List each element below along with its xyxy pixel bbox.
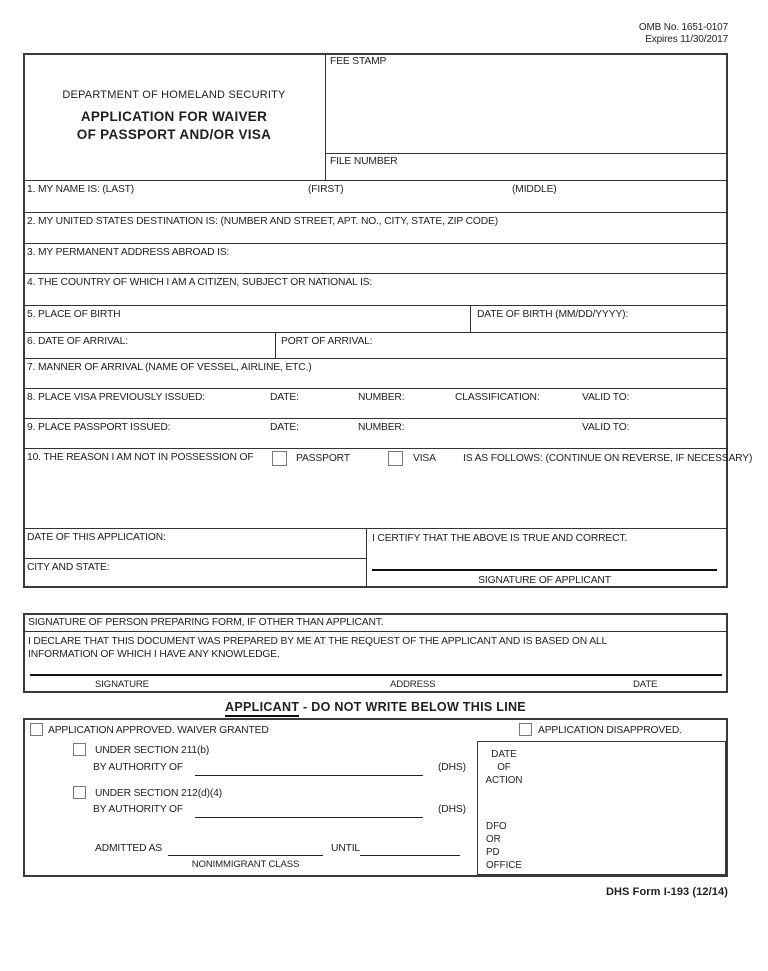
row-line bbox=[23, 273, 728, 274]
row-line bbox=[23, 243, 728, 244]
row6-divider-line bbox=[275, 332, 276, 358]
header-divider-line bbox=[325, 53, 326, 180]
port-of-arrival-label: PORT OF ARRIVAL: bbox=[281, 336, 373, 347]
manner-of-arrival-input-area[interactable] bbox=[25, 374, 726, 387]
date-of-action-line1: DATE bbox=[491, 749, 517, 760]
country-input-area[interactable] bbox=[25, 289, 726, 304]
dhs-suffix-1: (DHS) bbox=[438, 762, 466, 773]
heading-rest: - DO NOT WRITE BELOW THIS LINE bbox=[299, 700, 526, 714]
nonimmigrant-class-label: NONIMMIGRANT CLASS bbox=[191, 859, 300, 870]
destination-input-area[interactable] bbox=[25, 228, 726, 242]
passport-checkbox-label: PASSPORT bbox=[296, 453, 350, 464]
applicant-signature-line[interactable] bbox=[372, 569, 717, 571]
preparer-declaration: I DECLARE THAT THIS DOCUMENT WAS PREPARED BY ME AT THE REQUEST OF THE APPLICANT AND IS BASED ON ALL INFORMATION OF WHICH I HAVE ANY KNOWLEDGE. bbox=[28, 636, 607, 660]
file-number-label: FILE NUMBER bbox=[330, 156, 398, 167]
visa-number-label: NUMBER: bbox=[358, 392, 405, 403]
destination-label: 2. MY UNITED STATES DESTINATION IS: (NUMBER AND STREET, APT. NO., CITY, STATE, ZIP CODE) bbox=[27, 216, 499, 227]
row-line bbox=[23, 212, 728, 213]
passport-issued-input-area[interactable] bbox=[25, 433, 726, 447]
visa-issued-label: 8. PLACE VISA PREVIOUSLY ISSUED: bbox=[27, 392, 205, 403]
form-number-footer: DHS Form I-193 (12/14) bbox=[605, 886, 728, 898]
application-disapproved-label: APPLICATION DISAPPROVED. bbox=[538, 725, 682, 736]
row-line bbox=[23, 528, 728, 529]
office-label bbox=[486, 820, 522, 872]
application-approved-label: APPLICATION APPROVED. WAIVER GRANTED bbox=[48, 725, 269, 736]
fee-stamp-area[interactable] bbox=[327, 68, 726, 152]
row-line bbox=[23, 388, 728, 389]
date-of-birth-label: DATE OF BIRTH (MM/DD/YYYY): bbox=[477, 309, 629, 320]
reason-input-area[interactable] bbox=[25, 470, 726, 526]
date-of-action-line2: OF bbox=[497, 762, 511, 773]
reason-suffix-label: IS AS FOLLOWS: (CONTINUE ON REVERSE, IF NECESSARY) bbox=[463, 453, 753, 464]
certify-statement: I CERTIFY THAT THE ABOVE IS TRUE AND CORRECT. bbox=[372, 533, 628, 544]
row-line bbox=[23, 418, 728, 419]
preparer-signature-label: SIGNATURE bbox=[95, 679, 149, 690]
passport-date-label: DATE: bbox=[270, 422, 299, 433]
section-211b-label: UNDER SECTION 211(b) bbox=[95, 745, 210, 756]
certify-divider-line bbox=[366, 528, 367, 588]
application-date-label: DATE OF THIS APPLICATION: bbox=[27, 532, 166, 543]
preparer-date-label: DATE bbox=[633, 679, 658, 690]
row-line bbox=[23, 448, 728, 449]
applicant-signature-label: SIGNATURE OF APPLICANT bbox=[478, 575, 611, 586]
place-of-birth-input-area[interactable] bbox=[25, 318, 468, 331]
omb-number: OMB No. 1651-0107 bbox=[638, 22, 728, 33]
name-middle-label: (MIDDLE) bbox=[512, 184, 557, 195]
visa-checkbox-label: VISA bbox=[413, 453, 436, 464]
country-label: 4. THE COUNTRY OF WHICH I AM A CITIZEN, SUBJECT OR NATIONAL IS: bbox=[27, 277, 373, 288]
form-title-line2: OF PASSPORT AND/OR VISA bbox=[76, 127, 272, 142]
dhs-suffix-2: (DHS) bbox=[438, 804, 466, 815]
manner-of-arrival-label: 7. MANNER OF ARRIVAL (NAME OF VESSEL, AIRLINE, ETC.) bbox=[27, 362, 312, 373]
authority-input-line-1[interactable] bbox=[195, 775, 423, 776]
preparer-divider-line bbox=[23, 631, 728, 632]
row-line bbox=[23, 358, 728, 359]
passport-issued-label: 9. PLACE PASSPORT ISSUED: bbox=[27, 422, 171, 433]
reason-label: 10. THE REASON I AM NOT IN POSSESSION OF bbox=[27, 452, 254, 463]
authority-input-line-2[interactable] bbox=[195, 817, 423, 818]
by-authority-label-1: BY AUTHORITY OF bbox=[93, 762, 184, 773]
visa-valid-to-label: VALID TO: bbox=[582, 392, 630, 403]
city-state-input-area[interactable] bbox=[25, 573, 364, 586]
city-state-divider-line bbox=[23, 558, 366, 559]
visa-checkbox[interactable] bbox=[388, 451, 403, 466]
name-first-label: (FIRST) bbox=[308, 184, 344, 195]
by-authority-label-2: BY AUTHORITY OF bbox=[93, 804, 184, 815]
section-212d4-checkbox[interactable] bbox=[73, 786, 86, 799]
omb-expires: Expires 11/30/2017 bbox=[645, 34, 728, 45]
application-disapproved-checkbox[interactable] bbox=[519, 723, 532, 736]
do-not-write-heading bbox=[23, 700, 728, 714]
application-date-input-area[interactable] bbox=[25, 543, 364, 557]
admitted-as-input-line[interactable] bbox=[168, 855, 323, 856]
office-input-area[interactable] bbox=[530, 820, 724, 873]
name-input-area[interactable] bbox=[25, 196, 726, 211]
date-of-action-label bbox=[481, 748, 527, 787]
port-of-arrival-input-area[interactable] bbox=[277, 345, 726, 357]
row-line bbox=[23, 332, 728, 333]
passport-number-label: NUMBER: bbox=[358, 422, 405, 433]
preparer-title: SIGNATURE OF PERSON PREPARING FORM, IF OTHER THAN APPLICANT. bbox=[28, 617, 384, 628]
row5-divider-line bbox=[470, 305, 471, 332]
until-input-line[interactable] bbox=[360, 855, 460, 856]
city-state-label: CITY AND STATE: bbox=[27, 562, 110, 573]
section-211b-checkbox[interactable] bbox=[73, 743, 86, 756]
place-of-birth-label: 5. PLACE OF BIRTH bbox=[27, 309, 121, 320]
agency-name: DEPARTMENT OF HOMELAND SECURITY bbox=[62, 89, 286, 101]
passport-valid-to-label: VALID TO: bbox=[582, 422, 630, 433]
visa-date-label: DATE: bbox=[270, 392, 299, 403]
row-line bbox=[23, 180, 728, 181]
application-approved-checkbox[interactable] bbox=[30, 723, 43, 736]
visa-classification-label: CLASSIFICATION: bbox=[455, 392, 540, 403]
preparer-address-label: ADDRESS bbox=[390, 679, 436, 690]
date-of-birth-input-area[interactable] bbox=[472, 318, 726, 331]
address-abroad-label: 3. MY PERMANENT ADDRESS ABROAD IS: bbox=[27, 247, 230, 258]
date-of-arrival-label: 6. DATE OF ARRIVAL: bbox=[27, 336, 128, 347]
until-label: UNTIL bbox=[331, 843, 360, 854]
visa-issued-input-area[interactable] bbox=[25, 403, 726, 417]
office-line2: OR bbox=[486, 834, 501, 845]
file-number-area[interactable] bbox=[395, 154, 726, 178]
address-abroad-input-area[interactable] bbox=[25, 259, 726, 272]
section-212d4-label: UNDER SECTION 212(d)(4) bbox=[95, 788, 223, 799]
date-of-action-line3: ACTION bbox=[485, 775, 523, 786]
form-title-line1: APPLICATION FOR WAIVER bbox=[80, 109, 268, 124]
date-of-arrival-input-area[interactable] bbox=[25, 345, 273, 357]
office-line4: OFFICE bbox=[486, 860, 522, 871]
fee-stamp-label: FEE STAMP bbox=[330, 56, 387, 67]
heading-applicant-underlined: APPLICANT bbox=[225, 700, 299, 717]
preparer-signature-line[interactable] bbox=[30, 674, 722, 676]
name-label: 1. MY NAME IS: (LAST) bbox=[27, 184, 135, 195]
row-line bbox=[23, 305, 728, 306]
office-line1: DFO bbox=[486, 821, 507, 832]
passport-checkbox[interactable] bbox=[272, 451, 287, 466]
date-of-action-input-area[interactable] bbox=[530, 744, 724, 814]
admitted-as-label: ADMITTED AS bbox=[95, 843, 163, 854]
office-line3: PD bbox=[486, 847, 500, 858]
